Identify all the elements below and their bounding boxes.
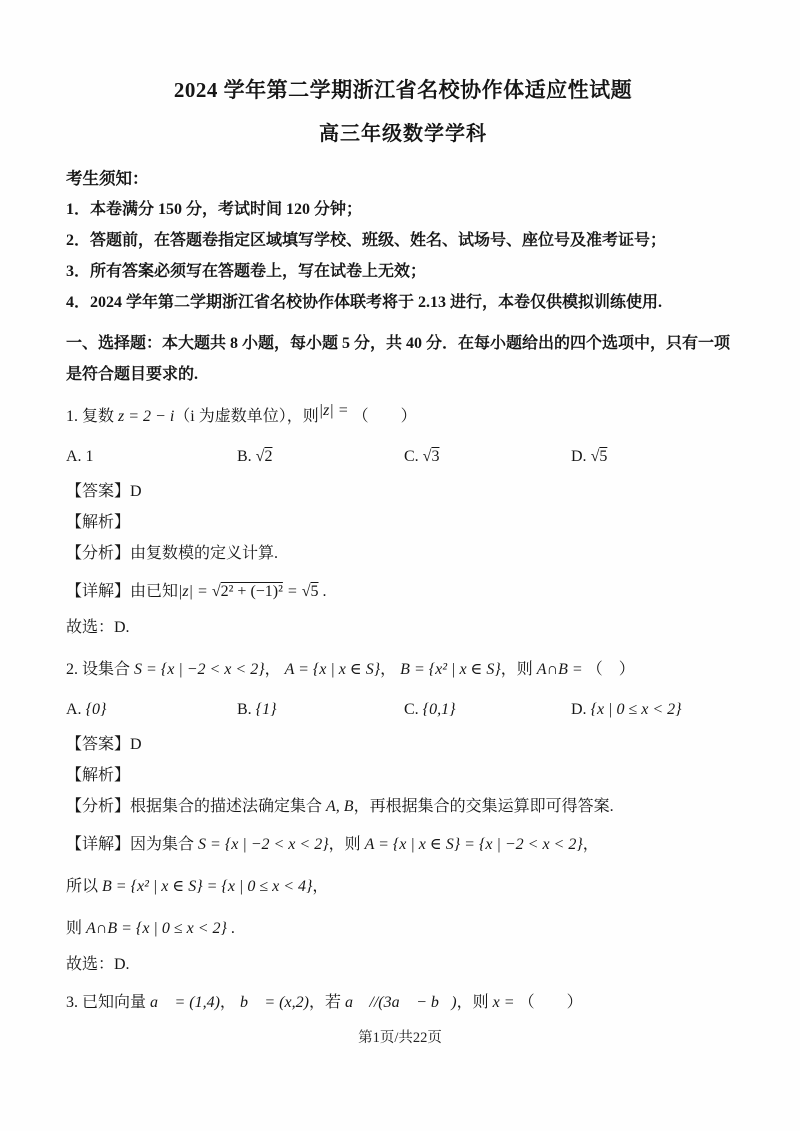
q2-answer: 【答案】D (66, 736, 142, 753)
q1-option-a: A. 1 (66, 448, 94, 465)
notice-item-3: 3．所有答案必须写在答题卷上，写在试卷上无效； (66, 263, 427, 280)
q1-xiangjie: 【详解】由已知|z| = √2² + (−1)² = √5 . (66, 583, 327, 600)
q2-xiangjie-line3: 则 A∩B = {x | 0 ≤ x < 2} . (66, 920, 235, 937)
notice-heading: 考生须知： (66, 169, 149, 188)
q1-option-b: B. √2 (237, 448, 273, 465)
section-heading: 一、选择题：本大题共 8 小题，每小题 5 分，共 40 分．在每小题给出的四个选项中，只有一项是符合题目要求的. (66, 335, 731, 383)
q2-xiangjie-line2: 所以 B = {x² | x ∈ S} = {x | 0 ≤ x < 4}， (66, 878, 329, 895)
notice-item-4: 4．2024 学年第二学期浙江省名校协作体联考将于 2.13 进行，本卷仅供模拟训练使用. (66, 294, 663, 311)
notice-item-1: 1．本卷满分 150 分，考试时间 120 分钟； (66, 201, 363, 218)
q3-stem: 3. 已知向量 a⃗ = (1,4)， b⃗ = (x,2)，若 a⃗ //(3a⃗ − b⃗)，则 x = （ ） (66, 994, 583, 1011)
q2-option-d: D. {x | 0 ≤ x < 2} (571, 701, 682, 718)
q1-option-c: C. √3 (404, 448, 440, 465)
q2-fenxi: 【分析】根据集合的描述法确定集合 A, B，再根据集合的交集运算即可得答案. (66, 798, 614, 815)
q1-conclusion: 故选：D. (66, 619, 130, 636)
q2-option-b: B. {1} (237, 701, 277, 718)
q1-fenxi: 【分析】由复数模的定义计算. (66, 545, 279, 562)
exam-title: 2024 学年第二学期浙江省名校协作体适应性试题 (173, 78, 633, 102)
q1-answer: 【答案】D (66, 483, 142, 500)
q2-options (66, 698, 740, 721)
q1-option-d: D. √5 (571, 448, 608, 465)
q2-conclusion: 故选：D. (66, 956, 130, 973)
notice-item-2: 2．答题前，在答题卷指定区域填写学校、班级、姓名、试场号、座位号及准考证号； (66, 232, 667, 249)
q2-option-c: C. {0,1} (404, 701, 456, 718)
q2-option-a: A. {0} (66, 701, 107, 718)
q2-xiangjie-line1: 【详解】因为集合 S = {x | −2 < x < 2}，则 A = {x | x ∈ S} = {x | −2 < x < 2}， (66, 836, 599, 853)
q2-stem: 2. 设集合 S = {x | −2 < x < 2}， A = {x | x ∈ S}， B = {x² | x ∈ S}，则 A∩B = （ ） (66, 661, 635, 678)
q1-options (66, 445, 740, 468)
page-number: 第1页/共22页 (358, 1030, 442, 1046)
exam-subtitle: 高三年级数学学科 (319, 123, 487, 145)
q1-stem: 1. 复数 z = 2 − i（i 为虚数单位），则|z| = （ ） (66, 402, 417, 425)
q2-jiexi-label: 【解析】 (66, 767, 131, 784)
q1-jiexi-label: 【解析】 (66, 514, 131, 531)
